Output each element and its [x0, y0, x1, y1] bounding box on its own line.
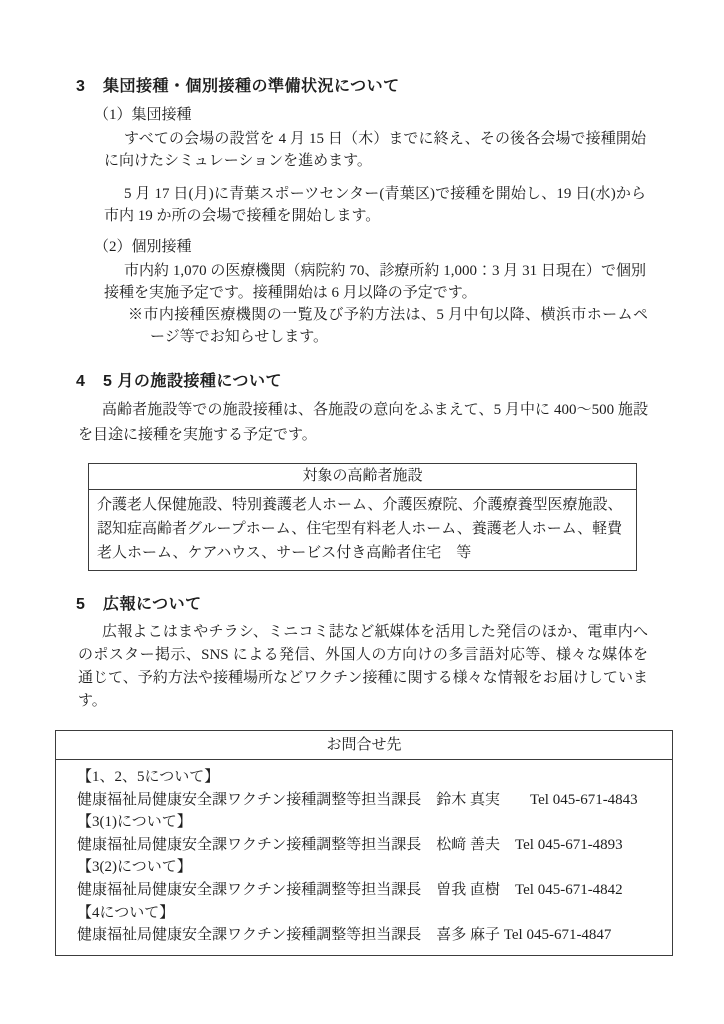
section5-heading: [76, 594, 724, 616]
target-facilities-table: [88, 463, 637, 571]
table-header-row: [89, 464, 637, 490]
section3-sub1-para1: すべての会場の設営を 4 月 15 日（木）までに終え、その後各会場で接種開始に向けたシミュレーションを進めます。: [104, 131, 646, 169]
contact-table: [55, 730, 673, 956]
contact-table-body: [56, 760, 673, 956]
section3-number: 3: [76, 78, 86, 95]
contact-row-label: 【3(2)について】: [77, 859, 192, 876]
facilities-table-header: 対象の高齢者施設: [89, 464, 637, 490]
table-header-row: [56, 731, 673, 760]
section5-para: 広報よこはまやチラシ、ミニコミ誌など紙媒体を活用した発信のほか、電車内へのポスター掲示、SNS による発信、外国人の方向けの多言語対応等、様々な媒体を通じて、予約方法や接種場所などワクチン接種に関する様々な情報をお届けしています。: [78, 624, 648, 709]
section5-title: 広報について: [103, 596, 202, 613]
contact-row-line: 健康福祉局健康安全課ワクチン接種調整等担当課長 曽我 直樹 Tel 045-671-4842: [77, 881, 623, 898]
section3-title: 集団接種・個別接種の準備状況について: [103, 78, 400, 95]
section3-heading: [76, 76, 724, 98]
section3-sub1-para2: 5 月 17 日(月)に青葉スポーツセンター(青葉区)で接種を開始し、19 日(水)から市内 19 か所の会場で接種を開始します。: [104, 186, 646, 224]
contact-row-label: 【1、2、5について】: [77, 769, 220, 785]
table-row: [89, 490, 637, 571]
contact-row-line: 健康福祉局健康安全課ワクチン接種調整等担当課長 喜多 麻子 Tel 045-671-4847: [77, 927, 612, 944]
contact-row-line: 健康福祉局健康安全課ワクチン接種調整等担当課長 松﨑 善夫 Tel 045-671-4893: [77, 836, 623, 853]
facilities-table-body: 介護老人保健施設、特別養護老人ホーム、介護医療院、介護療養型医療施設、認知症高齢者グループホーム、住宅型有料老人ホーム、養護老人ホーム、軽費老人ホーム、ケアハウス、サービス付き高齢者住宅 等: [89, 490, 637, 571]
contact-row-label: 【4について】: [77, 904, 175, 921]
section3-sub2-para1: 市内約 1,070 の医療機関（病院約 70、診療所約 1,000：3 月 31 日現在）で個別接種を実施予定です。接種開始は 6 月以降の予定です。: [104, 263, 646, 301]
section4-title: 5 月の施設接種について: [103, 373, 283, 390]
section3-sub1-label: （1）集団接種: [94, 107, 192, 123]
section4-number: 4: [76, 373, 86, 390]
contact-table-header: お問合せ先: [56, 731, 673, 760]
section4-heading: [76, 371, 724, 393]
contact-row-line: 健康福祉局健康安全課ワクチン接種調整等担当課長 鈴木 真実 Tel 045-671-4843: [77, 791, 638, 808]
section3-sub2-note: ※市内接種医療機関の一覧及び予約方法は、5 月中旬以降、横浜市ホームページ等でお知らせします。: [128, 307, 648, 345]
section3-sub2-label: （2）個別接種: [94, 239, 192, 255]
table-row: [56, 760, 673, 956]
section5-number: 5: [76, 596, 86, 613]
section4-para: 高齢者施設等での施設接種は、各施設の意向をふまえて、5 月中に 400～500 施設を目途に接種を実施する予定です。: [78, 402, 648, 443]
contact-row-label: 【3(1)について】: [77, 814, 192, 831]
